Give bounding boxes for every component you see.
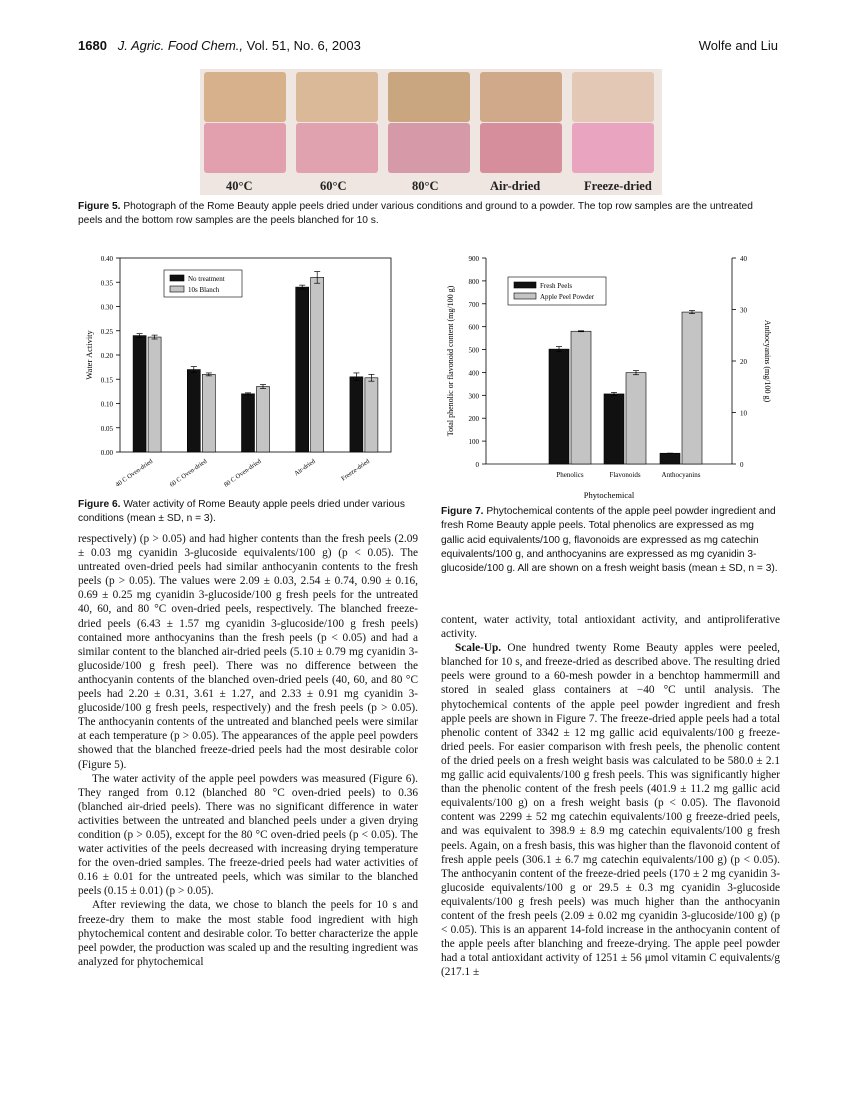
swatch-blanched xyxy=(480,123,562,173)
body-paragraph: The water activity of the apple peel powders was measured (Figure 6). They ranged from 0.12 (blanched 80 °C oven-dried peels) to 0.36 (blanched air-dried peels). There was no significant difference in water activities between the untreated and blanched peels under a given drying condition (p > 0.05), except for the 80 °C oven-dried peels (p < 0.05). The water activities of the peels decreased with increasing drying temperature for the oven-dried samples. The freeze-dried peels had water activities of 0.16 ± 0.01 for the untreated peels, which was similar to the blanched peels (0.15 ± 0.01) (p > 0.05). xyxy=(78,772,418,898)
y-tick-label: 0.25 xyxy=(100,327,113,336)
body-paragraph: After reviewing the data, we chose to blanch the peels for 10 s and freeze-dry them to make the most stable food ingredient with high phytochemical content and desirable color. To better characterize the apple peel powder, the production was scaled up and the resulting ingredient was analyzed for phytochemical xyxy=(78,899,418,968)
photo-label: Freeze-dried xyxy=(584,179,652,193)
y-tick-label: 0.20 xyxy=(100,352,113,360)
x-axis-title: Phytochemical xyxy=(583,490,635,500)
scale-up-paragraph xyxy=(441,641,780,979)
swatch-blanched xyxy=(572,123,654,173)
body-paragraph: content, water activity, total antioxidant activity, and antiproliferative activity. xyxy=(441,614,780,641)
page-number: 1680 xyxy=(78,38,107,53)
x-tick-label: Freeze-dried xyxy=(340,457,372,483)
bar xyxy=(350,377,363,452)
bar xyxy=(133,336,146,452)
y-tick-label: 700 xyxy=(468,300,479,309)
figure7-caption-label: Figure 7. xyxy=(441,506,484,517)
y-tick-label: 0.10 xyxy=(100,400,113,409)
bar xyxy=(311,277,324,452)
x-tick-label: Flavonoids xyxy=(609,471,641,479)
volume-issue: Vol. 51, No. 6, 2003 xyxy=(246,38,361,53)
photo-label: 80°C xyxy=(412,179,439,193)
y2-axis-title: Anthocyanins (mg/100 g) xyxy=(763,319,772,403)
bar xyxy=(660,453,680,464)
bar xyxy=(296,287,309,452)
y2-tick-label: 0 xyxy=(740,461,744,469)
figure5-photograph xyxy=(200,69,662,195)
figure6-chart xyxy=(78,248,418,493)
y-tick-label: 0 xyxy=(475,461,479,469)
y2-tick-label: 40 xyxy=(740,255,747,263)
scale-up-text: One hundred twenty Rome Beauty apples were peeled, blanched for 10 s, and freeze-dried as described above. The resulting dried peels were ground to a 60-mesh powder in a benchtop hammermill and stored in sealed glass containers at −40 °C until analysis. The phytochemical contents of the apple peel powder ingredient and fresh apple peels are shown in Figure 7. The freeze-dried apple peels had a total phenolic content of 3342 ± 12 mg gallic acid equivalents/100 g freeze-dried peels. For easier comparison with fresh peels, the phenolic content of the dried peels on a fresh weight basis was calculated to be 580.0 ± 2.1 mg gallic acid equivalents/100 g fresh peels. This was significantly higher than the phenolic content of the fresh peels (401.9 ± 11.2 mg gallic acid equivalents/100 g) on a fresh weight basis (p < 0.05). The flavonoid content was 2299 ± 52 mg catechin equivalents/100 g freeze-dried peels, and was equivalent to 398.9 ± 8.9 mg catechin equivalents/100 g fresh peels. Again, on a fresh basis, this was higher than the flavonoid content of fresh apple peels (306.1 ± 6.7 mg catechin equivalents/100 g) (p < 0.05). The anthocyanin content of the freeze-dried peels (170 ± 2 mg cyanidin 3-glucoside equivalents/100 g or 29.5 ± 0.3 mg cyanidin 3-glucoside equivalents/100 g fresh peels) was much higher than the anthocyanin content of the fresh peels (2.09 ± 0.02 mg cyanidin 3-glucoside/100 g) (p < 0.05). This is an apparent 14-fold increase in the anthocyanin content of the apple peels after blanching and freeze-drying. The apple peel powder had a total antioxidant activity of 1251 ± 56 μmol vitamin C equivalents/g (217.1 ± xyxy=(441,642,781,979)
y2-tick-label: 10 xyxy=(740,409,747,418)
bar xyxy=(242,394,255,452)
bar xyxy=(202,374,215,452)
legend-swatch xyxy=(514,293,536,299)
y2-tick-label: 30 xyxy=(740,306,747,315)
bar xyxy=(257,387,270,452)
y-tick-label: 0.00 xyxy=(100,449,113,457)
bar xyxy=(187,370,200,452)
legend-label: 10s Blanch xyxy=(188,286,220,294)
running-head xyxy=(78,38,778,54)
y-tick-label: 0.15 xyxy=(100,376,113,385)
bar xyxy=(626,373,646,464)
figure6-caption xyxy=(78,498,418,527)
legend-swatch xyxy=(514,282,536,288)
y-axis-title: Total phenolic or flavonoid content (mg/100 g) xyxy=(446,285,455,437)
section-heading: Scale-Up. xyxy=(455,642,502,655)
legend xyxy=(508,277,606,305)
swatch-untreated xyxy=(388,72,470,122)
y-tick-label: 800 xyxy=(468,277,479,286)
figure6-caption-text: Water activity of Rome Beauty apple peels dried under various conditions (mean ± SD, n = 3). xyxy=(78,499,405,525)
bar xyxy=(365,378,378,452)
y-tick-label: 0.40 xyxy=(100,255,113,263)
figure5-caption-text: Photograph of the Rome Beauty apple peels dried under various conditions and ground to a powder. The top row samples are the untreated peels and the bottom row samples are the peels blanched for 10 s. xyxy=(78,201,753,227)
y-tick-label: 0.30 xyxy=(100,303,113,312)
x-tick-label: Anthocyanins xyxy=(661,471,701,479)
legend-label: Apple Peel Powder xyxy=(540,293,595,301)
bar xyxy=(549,349,569,464)
photo-label: 40°C xyxy=(226,179,253,193)
author-names: Wolfe and Liu xyxy=(698,38,778,53)
legend xyxy=(164,270,242,297)
left-body-column xyxy=(78,532,418,969)
x-tick-label: Air-dried xyxy=(293,457,317,478)
x-tick-label: 80 C Oven-dried xyxy=(222,457,263,489)
swatch-blanched xyxy=(296,123,378,173)
running-head-left xyxy=(78,38,361,53)
swatch-untreated xyxy=(572,72,654,122)
bar xyxy=(682,312,702,464)
y-tick-label: 300 xyxy=(468,392,479,401)
legend-label: No treatment xyxy=(188,275,225,283)
swatch-untreated xyxy=(296,72,378,122)
photo-label: 60°C xyxy=(320,179,347,193)
bar xyxy=(148,337,161,452)
swatch-blanched xyxy=(204,123,286,173)
body-paragraph: respectively) (p > 0.05) and had higher contents than the fresh peels (2.09 ± 0.03 mg cyanidin 3-glucoside equivalents/100 g) (p < 0.05). The untreated oven-dried peels had similar anthocyanin contents to the fresh peels (p > 0.05). The values were 2.09 ± 0.03, 2.54 ± 0.74, 0.90 ± 0.16, 0.69 ± 0.25 mg cyanidin 3-glucoside/100 g fresh peels for the untreated 40, 60, and 80 °C oven-dried peels, respectively. The blanched freeze-dried peels (6.43 ± 1.57 mg cyanidin 3-glucoside/100 g fresh peels) contained more anthocyanins than the fresh peels (p < 0.05) and had a similar content to the blanched air-dried peels (5.10 ± 0.79 mg cyanidin 3-glucoside/100 g fresh peel). There was no difference between the anthocyanin contents of the blanched oven-dried peels (40, 60, and 80 °C peels had 2.20 ± 0.31, 3.61 ± 1.27, and 2.33 ± 0.91 mg cyanidin 3-glucoside/100 g fresh peels, respectively) and the fresh peels (p > 0.05). The anthocyanin contents of the untreated and blanched peels were similar at each temperature (p > 0.05). The appearances of the apple peel powders showed that the blanched freeze-dried peels had the most desirable color (Figure 5). xyxy=(78,533,418,771)
swatch-untreated xyxy=(480,72,562,122)
x-tick-label: 60 C Oven-dried xyxy=(168,457,209,489)
figure5-caption-label: Figure 5. xyxy=(78,201,121,212)
y2-tick-label: 20 xyxy=(740,358,747,366)
right-body-column xyxy=(441,613,780,979)
y-tick-label: 0.35 xyxy=(100,279,113,288)
y-tick-label: 600 xyxy=(468,323,479,332)
x-tick-label: 40 C Oven-dried xyxy=(114,457,155,489)
y-tick-label: 200 xyxy=(468,415,479,424)
figure5-caption xyxy=(78,200,778,229)
legend-swatch xyxy=(170,286,184,292)
y-tick-label: 0.05 xyxy=(100,424,113,433)
y-tick-label: 500 xyxy=(468,346,479,355)
y-tick-label: 100 xyxy=(468,438,479,447)
y-tick-label: 900 xyxy=(468,255,479,263)
y-axis-title: Water Activity xyxy=(84,330,94,380)
bar xyxy=(571,331,591,464)
legend-swatch xyxy=(170,275,184,281)
swatch-untreated xyxy=(204,72,286,122)
x-tick-label: Phenolics xyxy=(556,471,584,479)
journal-name: J. Agric. Food Chem., xyxy=(117,38,243,53)
swatch-blanched xyxy=(388,123,470,173)
y-tick-label: 400 xyxy=(468,369,479,378)
legend-label: Fresh Peels xyxy=(540,282,573,290)
figure7-chart xyxy=(440,248,780,503)
bar xyxy=(604,394,624,464)
figure6-caption-label: Figure 6. xyxy=(78,499,121,510)
photo-label: Air-dried xyxy=(490,179,541,193)
figure7-caption xyxy=(441,505,780,576)
figure7-caption-text: Phytochemical contents of the apple peel powder ingredient and fresh Rome Beauty apple peels. Total phenolics are expressed as mg gallic acid equivalents/100 g, flavonoids are expressed as mg catechin equivalents/100 g, and anthocyanins are expressed as mg cyanidin 3-glucoside/100 g. All are shown on a fresh weight basis (mean ± SD, n = 3). xyxy=(441,506,778,575)
